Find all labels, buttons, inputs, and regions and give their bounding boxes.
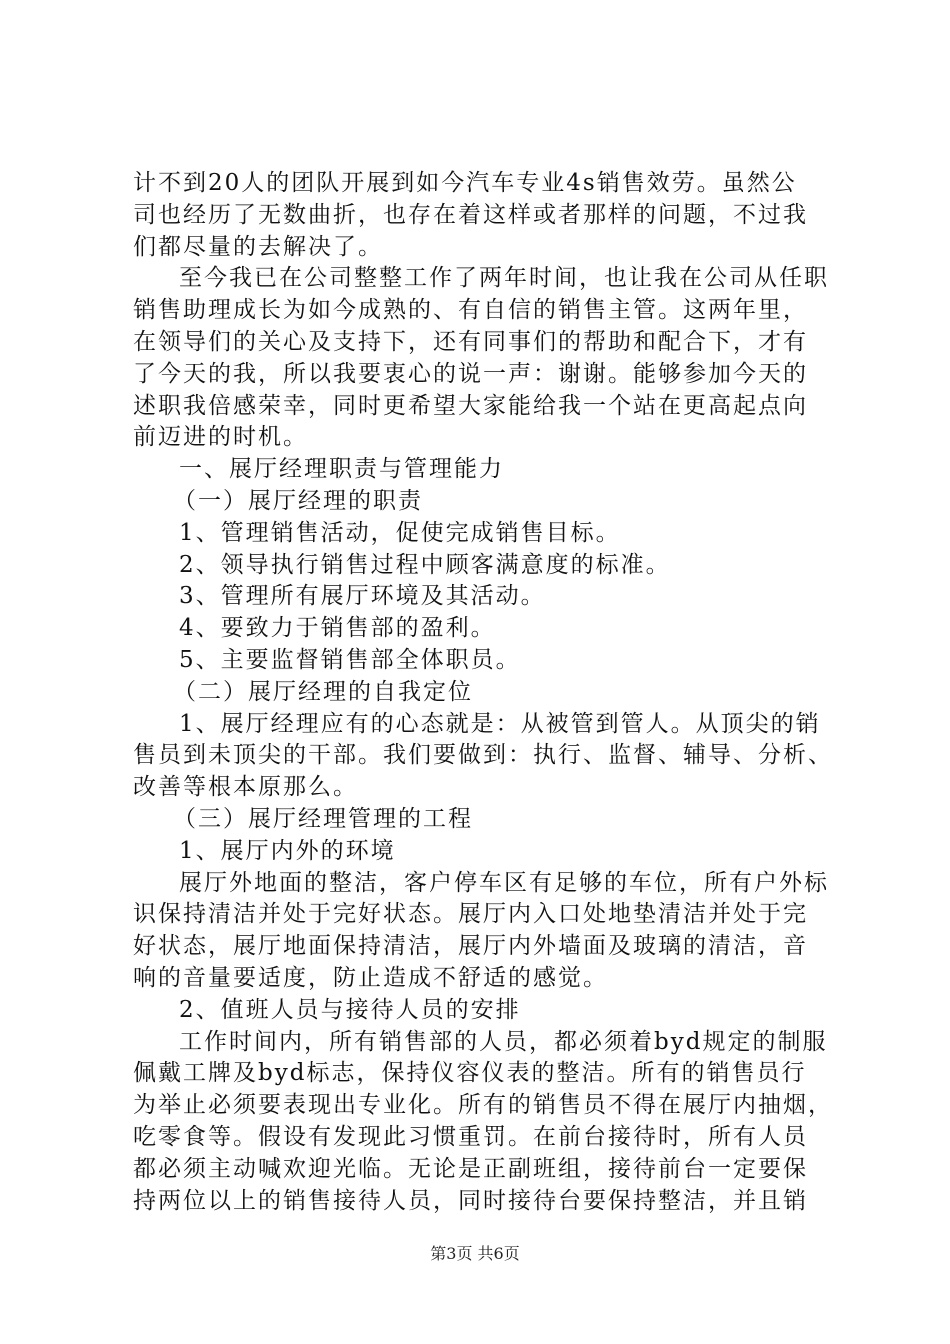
text-line: 售员到未顶尖的干部。我们要做到：执行、监督、辅导、分析、 <box>133 742 833 769</box>
text-line: 一、展厅经理职责与管理能力 <box>179 456 504 483</box>
text-line: 好状态，展厅地面保持清洁，展厅内外墙面及玻璃的清洁，音 <box>133 933 808 960</box>
text-line: （三）展厅经理管理的工程 <box>173 805 473 832</box>
text-line: （一）展厅经理的职责 <box>173 487 423 514</box>
text-line: 1、管理销售活动，促使完成销售目标。 <box>179 519 621 546</box>
text-line: 司也经历了无数曲折，也存在着这样或者那样的问题，不过我 <box>133 201 808 228</box>
text-line: 1、展厅内外的环境 <box>179 837 396 864</box>
text-line: （二）展厅经理的自我定位 <box>173 678 473 705</box>
text-line: 3、管理所有展厅环境及其活动。 <box>179 583 546 610</box>
text-line: 展厅外地面的整洁，客户停车区有足够的车位，所有户外标 <box>179 869 829 896</box>
text-line: 计不到20人的团队开展到如今汽车专业4s销售效劳。虽然公 <box>133 170 797 196</box>
text-line: 识保持清洁并处于完好状态。展厅内入口处地垫清洁并处于完 <box>133 901 808 928</box>
document-body <box>133 168 833 1217</box>
text-line: 吃零食等。假设有发现此习惯重罚。在前台接待时，所有人员 <box>133 1123 808 1150</box>
text-line: 为举止必须要表现出专业化。所有的销售员不得在展厅内抽烟， <box>133 1092 833 1119</box>
text-line: 响的音量要适度，防止造成不舒适的感觉。 <box>133 964 608 991</box>
text-line: 都必须主动喊欢迎光临。无论是正副班组，接待前台一定要保 <box>133 1155 808 1182</box>
text-line: 改善等根本原那么。 <box>133 774 358 801</box>
text-line: 工作时间内，所有销售部的人员，都必须着byd规定的制服 <box>179 1028 828 1055</box>
text-line: 2、领导执行销售过程中顾客满意度的标准。 <box>179 551 671 578</box>
text-line: 1、展厅经理应有的心态就是：从被管到管人。从顶尖的销 <box>179 710 821 737</box>
text-line: 述职我倍感荣幸，同时更希望大家能给我一个站在更高起点向 <box>133 392 808 419</box>
text-line: 持两位以上的销售接待人员，同时接待台要保持整洁，并且销 <box>133 1187 808 1214</box>
text-line: 佩戴工牌及byd标志，保持仪容仪表的整洁。所有的销售员行 <box>133 1060 807 1087</box>
text-line: 4、要致力于销售部的盈利。 <box>179 615 496 642</box>
text-line: 们都尽量的去解决了。 <box>133 233 383 260</box>
text-line: 前迈进的时机。 <box>133 424 308 451</box>
text-line: 5、主要监督销售部全体职员。 <box>179 646 521 673</box>
text-line: 了今天的我，所以我要衷心的说一声：谢谢。能够参加今天的 <box>133 360 808 387</box>
text-line: 在领导们的关心及支持下，还有同事们的帮助和配合下，才有 <box>133 328 808 355</box>
text-line: 2、值班人员与接待人员的安排 <box>179 996 521 1023</box>
text-line: 销售助理成长为如今成熟的、有自信的销售主管。这两年里， <box>133 297 808 324</box>
text-line: 至今我已在公司整整工作了两年时间，也让我在公司从任职 <box>179 265 829 292</box>
page-footer: 第3页 共6页 <box>430 1244 520 1263</box>
